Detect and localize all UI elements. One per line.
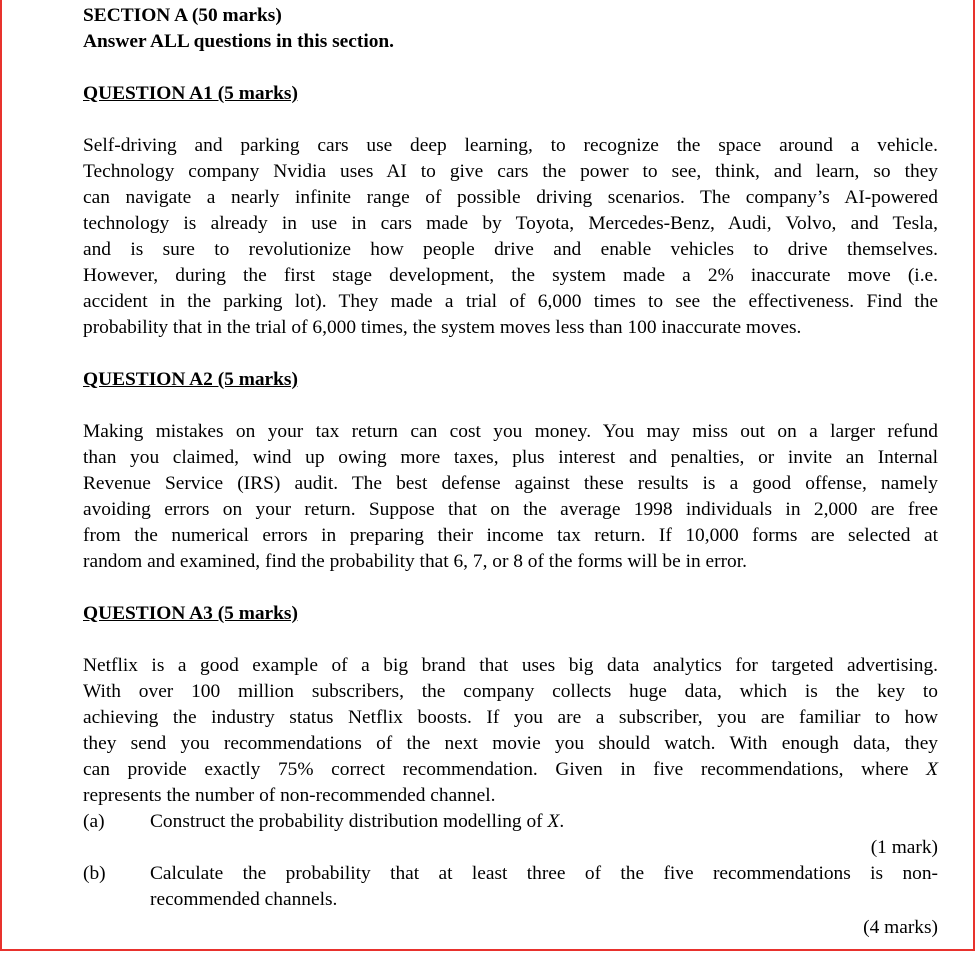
question-a1-line: Technology company Nvidia uses AI to give cars the power to see, think, and learn, so they — [83, 161, 938, 182]
question-a3-line: achieving the industry status Netflix boosts. If you are a subscriber, you are familiar to how — [83, 707, 938, 728]
part-a-marks: (1 mark) — [870, 837, 938, 858]
section-title: SECTION A (50 marks) — [83, 5, 282, 26]
question-a3-part-b — [83, 861, 938, 913]
question-a3-line: represents the number of non-recommended channel. — [83, 785, 496, 806]
question-a2-heading: QUESTION A2 (5 marks) — [83, 369, 298, 390]
question-a2-line: Making mistakes on your tax return can cost you money. You may miss out on a larger refund — [83, 421, 938, 442]
question-a1-line: However, during the first stage development, the system made a 2% inaccurate move (i.e. — [83, 265, 938, 286]
question-a1-line: Self-driving and parking cars use deep learning, to recognize the space around a vehicle. — [83, 135, 938, 156]
question-a1-line: accident in the parking lot). They made a trial of 6,000 times to see the effectiveness. Find the — [83, 291, 938, 312]
question-a1-line: probability that in the trial of 6,000 times, the system moves less than 100 inaccurate moves. — [83, 317, 802, 338]
question-a3-text — [83, 653, 938, 809]
part-b-text: Calculate the probability that at least three of the five recommendations is non- — [150, 863, 938, 884]
question-a1-line: technology is already in use in cars made by Toyota, Mercedes-Benz, Audi, Volvo, and Tesla, — [83, 213, 938, 234]
question-a1-line: and is sure to revolutionize how people drive and enable vehicles to drive themselves. — [83, 239, 938, 260]
part-b-label: (b) — [83, 863, 106, 884]
question-a2-text — [83, 419, 938, 575]
question-a3-line: With over 100 million subscribers, the company collects huge data, which is the key to — [83, 681, 938, 702]
section-instruction: Answer ALL questions in this section. — [83, 31, 395, 52]
question-a1-line: can navigate a nearly infinite range of possible driving scenarios. The company’s AI-powered — [83, 187, 938, 208]
part-b-marks: (4 marks) — [863, 917, 938, 938]
question-a2-line: from the numerical errors in preparing their income tax return. If 10,000 forms are selected at — [83, 525, 938, 546]
question-a3-heading: QUESTION A3 (5 marks) — [83, 603, 298, 624]
question-a1-heading: QUESTION A1 (5 marks) — [83, 83, 298, 104]
part-a-text: Construct the probability distribution modelling of X. — [150, 811, 565, 832]
exam-page — [83, 0, 938, 941]
part-b-text: recommended channels. — [150, 889, 338, 910]
question-a2-line: than you claimed, wind up owing more taxes, plus interest and penalties, or invite an Internal — [83, 447, 938, 468]
question-a3-part-a — [83, 809, 938, 835]
question-a1-text — [83, 133, 938, 341]
question-a2-line: avoiding errors on your return. Suppose that on the average 1998 individuals in 2,000 are free — [83, 499, 938, 520]
question-a3-line: can provide exactly 75% correct recommendation. Given in five recommendations, where X — [83, 759, 938, 780]
question-a2-line: Revenue Service (IRS) audit. The best defense against these results is a good offense, namely — [83, 473, 938, 494]
question-a3-line: they send you recommendations of the next movie you should watch. With enough data, they — [83, 733, 938, 754]
question-a2-line: random and examined, find the probability that 6, 7, or 8 of the forms will be in error. — [83, 551, 747, 572]
question-a3-line: Netflix is a good example of a big brand that uses big data analytics for targeted advertising. — [83, 655, 938, 676]
part-a-label: (a) — [83, 811, 105, 832]
